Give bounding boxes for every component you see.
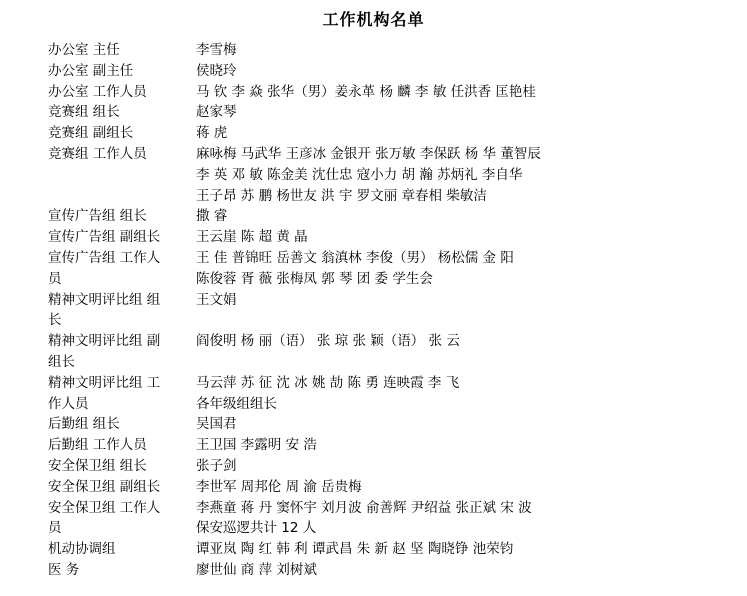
list-item [48,102,738,123]
role-label: 办公室 主任 [48,42,120,58]
member-names: 李世军 周邦伦 周 渝 岳贵梅 [196,478,362,495]
role-label: 后勤组 组长 [48,416,120,433]
member-names: 谭亚岚 陶 红 韩 利 谭武昌 朱 新 赵 坚 陶晓铮 池荣钧 [196,541,514,558]
role-label: 宣传广告组 副组长 [48,229,161,246]
role-label: 精神文明评比组 副组长 [48,333,161,370]
role-label: 安全保卫组 工作人员 [48,499,161,537]
role-label: 机动协调组 [48,541,116,558]
list-item [48,373,738,415]
list-item [48,435,738,456]
role-label: 办公室 副主任 [48,62,134,79]
list-item [48,477,738,498]
list-item [48,61,738,82]
staff-list [48,40,738,581]
member-names: 蒋 虎 [196,125,228,142]
member-names: 赵家琴 [196,104,237,121]
list-item [48,206,738,227]
role-label: 后勤组 工作人员 [48,437,147,454]
role-label: 竞赛组 副组长 [48,125,134,142]
role-label: 竞赛组 工作人员 [48,145,147,162]
list-item [48,144,738,206]
member-names: 麻咏梅 马武华 王彦冰 金银开 张万敏 李保跃 杨 华 董智辰 李 英 邓 敏 陈金美 沈仕忠 寇小力 胡 瀚 苏炳礼 李自华 王子昂 苏 鹏 杨世友 洪 宇 罗文丽 章春相 柴敏洁 [196,145,541,204]
member-names: 王卫国 李露明 安 浩 [196,437,317,454]
role-label: 安全保卫组 组长 [48,457,147,474]
member-names: 张子剑 [196,457,237,474]
role-label: 医 务 [48,561,80,578]
member-names: 李雪梅 [196,42,237,58]
member-names: 侯晓玲 [196,62,237,79]
list-item [48,40,738,61]
member-names: 马云萍 苏 征 沈 冰 姚 劼 陈 勇 连映霞 李 飞 各年级组组长 [196,374,460,412]
member-names: 李燕童 蒋 丹 窦怀宇 刘月波 俞善辉 尹绍益 张正斌 宋 波 保安巡逻共计 12 人 [196,499,532,537]
list-item [48,414,738,435]
list-item [48,331,738,373]
role-label: 宣传广告组 组长 [48,208,147,225]
member-names: 王云崖 陈 超 黄 晶 [196,229,308,246]
member-names: 吴国君 [196,416,237,433]
list-item [48,560,738,581]
member-names: 阎俊明 杨 丽（语） 张 琼 张 颖（语） 张 云 [196,333,460,350]
list-item [48,539,738,560]
list-item [48,456,738,477]
document-title: 工作机构名单 [322,10,425,29]
member-names: 马 钦 李 焱 张华（男）姜永革 杨 麟 李 敏 任洪香 匡艳桂 [196,83,536,100]
member-names: 王文娟 [196,291,237,308]
role-label: 办公室 工作人员 [48,83,147,100]
role-label: 竞赛组 组长 [48,104,120,121]
list-item [48,227,738,248]
member-names: 撒 睿 [196,208,228,225]
role-label: 精神文明评比组 工作人员 [48,374,161,412]
member-names: 王 佳 普锦旺 岳善文 翁滇林 李俊（男） 杨松儒 金 阳 陈俊蓉 胥 薇 张梅凤 郭 琴 团 委 学生会 [196,249,514,287]
list-item [48,82,738,103]
list-item [48,498,738,540]
role-label: 精神文明评比组 组长 [48,291,161,329]
member-names: 廖世仙 商 萍 刘树斌 [196,561,317,578]
list-item [48,290,738,332]
role-label: 宣传广告组 工作人员 [48,249,161,287]
role-label: 安全保卫组 副组长 [48,478,161,495]
list-item [48,248,738,290]
list-item [48,123,738,144]
